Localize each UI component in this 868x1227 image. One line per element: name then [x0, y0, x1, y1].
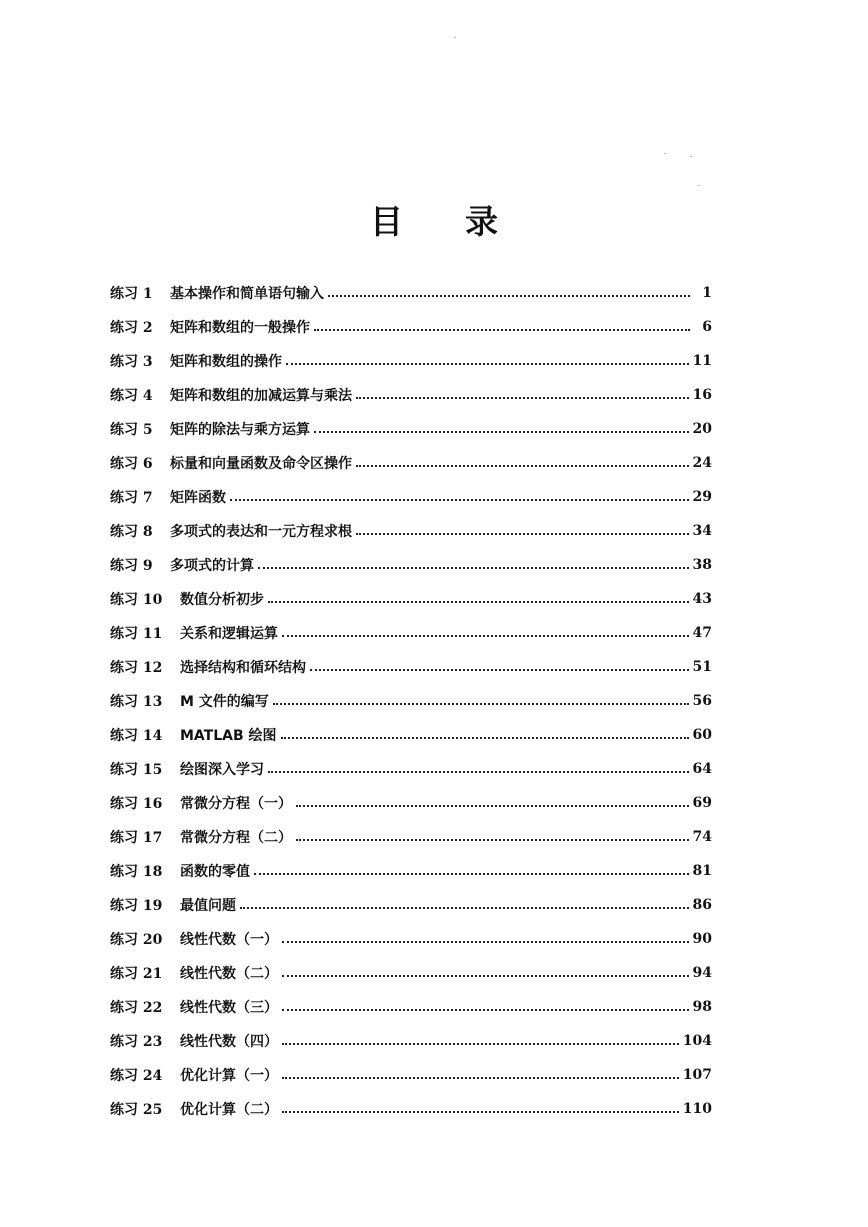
- toc-entry-title: 基本操作和简单语句输入: [170, 286, 324, 302]
- toc-entry-page-number: 104: [682, 1033, 712, 1049]
- toc-entry-page-number: 11: [692, 353, 712, 369]
- toc-entry-page-number: 43: [692, 591, 712, 607]
- toc-entry-label: 练习 17: [110, 830, 163, 846]
- toc-entry-label: 练习 4: [110, 388, 153, 404]
- toc-entry[interactable]: [110, 922, 712, 956]
- toc-entry-label: 练习 6: [110, 456, 153, 472]
- toc-dot-leader: [273, 703, 689, 705]
- toc-entry-label: 练习 13: [110, 694, 163, 710]
- toc-entry-page-number: 86: [692, 897, 712, 913]
- toc-entry[interactable]: [110, 684, 712, 718]
- toc-entry-page-number: 6: [702, 319, 712, 335]
- toc-entry-title: 线性代数（四）: [180, 1034, 278, 1050]
- toc-entry-label: 练习 15: [110, 762, 163, 778]
- toc-entry-title: MATLAB 绘图: [180, 728, 277, 744]
- toc-dot-leader: [282, 1077, 679, 1079]
- toc-entry-page-number: 64: [692, 761, 712, 777]
- toc-entry[interactable]: [110, 412, 712, 446]
- toc-entry-title: M 文件的编写: [180, 694, 269, 710]
- toc-entry-label: 练习 19: [110, 898, 163, 914]
- toc-entry-label: 练习 25: [110, 1102, 163, 1118]
- scan-speck: [454, 37, 456, 38]
- toc-dot-leader: [254, 873, 689, 875]
- toc-entry-label: 练习 5: [110, 422, 153, 438]
- toc-entry-title: 线性代数（一）: [180, 932, 278, 948]
- toc-entry-page-number: 107: [682, 1067, 712, 1083]
- toc-entry-label: 练习 7: [110, 490, 153, 506]
- toc-entry-label: 练习 12: [110, 660, 163, 676]
- toc-entry[interactable]: [110, 752, 712, 786]
- toc-dot-leader: [328, 295, 690, 297]
- toc-entry-page-number: 56: [692, 693, 712, 709]
- toc-entry-page-number: 81: [692, 863, 712, 879]
- toc-entry-page-number: 60: [692, 727, 712, 743]
- toc-entry-title: 选择结构和循环结构: [180, 660, 306, 676]
- toc-entry-label: 练习 14: [110, 728, 163, 744]
- toc-entry-page-number: 98: [692, 999, 712, 1015]
- toc-entry[interactable]: [110, 446, 712, 480]
- toc-entry-label: 练习 1: [110, 286, 153, 302]
- toc-entry-label: 练习 2: [110, 320, 153, 336]
- toc-entry-page-number: 20: [692, 421, 712, 437]
- toc-entry-page-number: 16: [692, 387, 712, 403]
- toc-entry-page-number: 51: [692, 659, 712, 675]
- toc-entry[interactable]: [110, 514, 712, 548]
- toc-entry-label: 练习 8: [110, 524, 153, 540]
- toc-dot-leader: [356, 465, 689, 467]
- toc-entry-label: 练习 10: [110, 592, 163, 608]
- toc-entry-page-number: 110: [682, 1101, 712, 1117]
- toc-entry-title: 关系和逻辑运算: [180, 626, 278, 642]
- toc-entry[interactable]: [110, 990, 712, 1024]
- toc-entry-label: 练习 16: [110, 796, 163, 812]
- toc-entry-title: 矩阵的除法与乘方运算: [170, 422, 310, 438]
- toc-entry-title: 矩阵和数组的一般操作: [170, 320, 310, 336]
- toc-entry[interactable]: [110, 616, 712, 650]
- page-title: [0, 196, 868, 243]
- toc-entry[interactable]: [110, 854, 712, 888]
- toc-entry[interactable]: [110, 276, 712, 310]
- toc-dot-leader: [230, 499, 689, 501]
- toc-entry[interactable]: [110, 650, 712, 684]
- toc-entry-title: 多项式的表达和一元方程求根: [170, 524, 352, 540]
- toc-dot-leader: [282, 941, 689, 943]
- toc-dot-leader: [268, 771, 689, 773]
- toc-dot-leader: [310, 669, 689, 671]
- toc-entry-label: 练习 24: [110, 1068, 163, 1084]
- toc-entry-page-number: 29: [692, 489, 712, 505]
- toc-entry-label: 练习 22: [110, 1000, 163, 1016]
- toc-entry[interactable]: [110, 1024, 712, 1058]
- toc-entry-title: 绘图深入学习: [180, 762, 264, 778]
- toc-entry[interactable]: [110, 1092, 712, 1126]
- scan-speck: [664, 153, 666, 154]
- toc-entry[interactable]: [110, 820, 712, 854]
- toc-entry-page-number: 74: [692, 829, 712, 845]
- toc-entry[interactable]: [110, 310, 712, 344]
- toc-entry-title: 最值问题: [180, 898, 236, 914]
- toc-entry-title: 数值分析初步: [180, 592, 264, 608]
- toc-entry-title: 常微分方程（一）: [180, 796, 292, 812]
- toc-entry-title: 常微分方程（二）: [180, 830, 292, 846]
- toc-dot-leader: [282, 1043, 679, 1045]
- toc-entry-label: 练习 3: [110, 354, 153, 370]
- toc-dot-leader: [314, 329, 690, 331]
- toc-entry-label: 练习 9: [110, 558, 153, 574]
- toc-entry-title: 矩阵和数组的操作: [170, 354, 282, 370]
- toc-entry-label: 练习 23: [110, 1034, 163, 1050]
- toc-entry[interactable]: [110, 956, 712, 990]
- toc-entry-title: 函数的零值: [180, 864, 250, 880]
- toc-entry-page-number: 38: [692, 557, 712, 573]
- toc-entry[interactable]: [110, 888, 712, 922]
- table-of-contents: [110, 276, 712, 1126]
- toc-entry-title: 标量和向量函数及命令区操作: [170, 456, 352, 472]
- toc-dot-leader: [286, 363, 689, 365]
- toc-dot-leader: [268, 601, 689, 603]
- toc-entry[interactable]: [110, 378, 712, 412]
- toc-entry-page-number: 94: [692, 965, 712, 981]
- toc-dot-leader: [296, 839, 689, 841]
- scan-speck: [698, 185, 700, 186]
- toc-entry-page-number: 1: [702, 285, 712, 301]
- toc-entry[interactable]: [110, 786, 712, 820]
- toc-dot-leader: [281, 737, 689, 739]
- toc-entry[interactable]: [110, 1058, 712, 1092]
- toc-dot-leader: [282, 975, 689, 977]
- toc-entry-label: 练习 11: [110, 626, 163, 642]
- toc-dot-leader: [282, 1009, 689, 1011]
- toc-entry[interactable]: [110, 480, 712, 514]
- toc-dot-leader: [258, 567, 689, 569]
- toc-entry-page-number: 34: [692, 523, 712, 539]
- title-char-2: 录: [465, 202, 498, 241]
- toc-entry-title: 优化计算（二）: [180, 1102, 278, 1118]
- toc-entry[interactable]: [110, 344, 712, 378]
- toc-entry[interactable]: [110, 718, 712, 752]
- toc-entry-title: 多项式的计算: [170, 558, 254, 574]
- toc-dot-leader: [240, 907, 689, 909]
- toc-dot-leader: [296, 805, 689, 807]
- toc-entry-label: 练习 21: [110, 966, 163, 982]
- toc-entry-title: 优化计算（一）: [180, 1068, 278, 1084]
- toc-dot-leader: [356, 397, 689, 399]
- toc-dot-leader: [314, 431, 689, 433]
- toc-entry[interactable]: [110, 582, 712, 616]
- toc-entry-title: 线性代数（二）: [180, 966, 278, 982]
- toc-entry-page-number: 24: [692, 455, 712, 471]
- toc-entry-title: 矩阵和数组的加减运算与乘法: [170, 388, 352, 404]
- toc-entry[interactable]: [110, 548, 712, 582]
- toc-entry-page-number: 69: [692, 795, 712, 811]
- scan-speck: [690, 156, 692, 157]
- toc-dot-leader: [282, 1111, 679, 1113]
- toc-entry-page-number: 47: [692, 625, 712, 641]
- toc-entry-title: 线性代数（三）: [180, 1000, 278, 1016]
- title-char-1: 目: [370, 202, 403, 241]
- toc-entry-page-number: 90: [692, 931, 712, 947]
- toc-dot-leader: [282, 635, 689, 637]
- toc-dot-leader: [356, 533, 689, 535]
- toc-entry-label: 练习 18: [110, 864, 163, 880]
- toc-entry-label: 练习 20: [110, 932, 163, 948]
- toc-entry-title: 矩阵函数: [170, 490, 226, 506]
